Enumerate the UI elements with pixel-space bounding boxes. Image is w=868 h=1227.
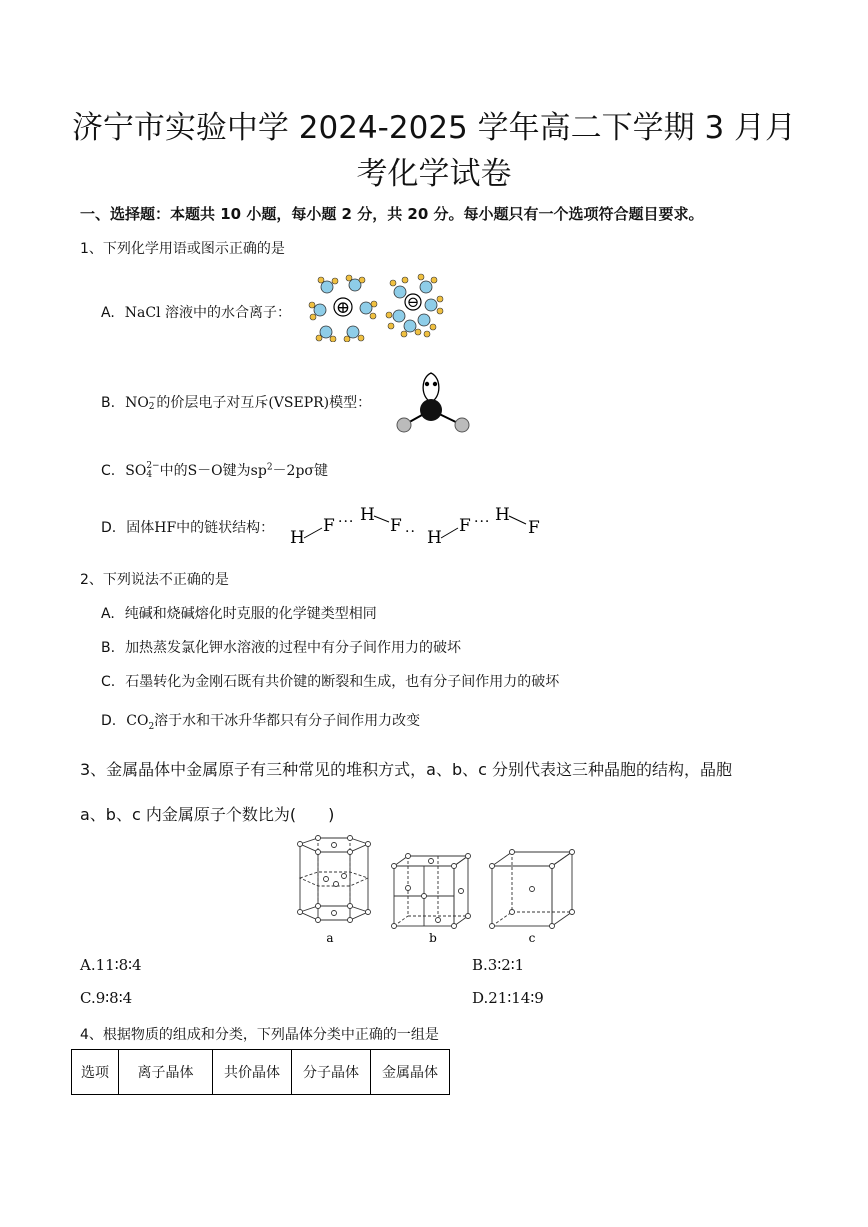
formula: SO bbox=[125, 463, 147, 479]
hydrated-cation bbox=[309, 275, 377, 342]
formula-sup: 2 bbox=[266, 462, 273, 473]
hydrated-anion bbox=[386, 274, 443, 337]
atom-h: H bbox=[360, 505, 375, 525]
cell-label-c: c bbox=[528, 931, 536, 945]
minus-sign: ⊖ bbox=[406, 293, 420, 311]
table-header-cell: 离子晶体 bbox=[119, 1050, 213, 1095]
formula: NO bbox=[125, 395, 149, 411]
hydrated-ions-diagram bbox=[300, 272, 450, 342]
question-2-stem: 2、下列说法不正确的是 bbox=[80, 572, 229, 588]
option-letter: C. bbox=[101, 674, 116, 690]
option-letter: B. bbox=[101, 640, 116, 656]
q3-option-b: B.3∶2∶1 bbox=[472, 956, 525, 974]
atom-h: H bbox=[427, 528, 442, 548]
page-title-line2: 考化学试卷 bbox=[356, 156, 512, 192]
page-title: 济宁市实验中学 2024-2025 学年高二下学期 3 月月 bbox=[71, 110, 797, 146]
table-header-cell: 分子晶体 bbox=[292, 1050, 371, 1095]
q1-option-d bbox=[101, 517, 274, 537]
formula-sub: 4 bbox=[146, 470, 153, 480]
question-3-stem-line2: a、b、c 内金属原子个数比为( ) bbox=[80, 805, 335, 824]
question-1-stem: 1、下列化学用语或图示正确的是 bbox=[80, 241, 285, 257]
atom-h: H bbox=[495, 505, 510, 525]
option-letter: A. bbox=[101, 606, 115, 622]
table-header-cell: 共价晶体 bbox=[213, 1050, 292, 1095]
atom-f: F bbox=[323, 516, 335, 536]
atom-h: H bbox=[290, 528, 305, 548]
hf-chain-diagram bbox=[288, 500, 548, 548]
formula: CO bbox=[126, 713, 149, 729]
hcp-cell-a bbox=[298, 836, 371, 923]
bcc-cell-c bbox=[490, 850, 575, 929]
question-4-stem: 4、根据物质的组成和分类，下列晶体分类中正确的一组是 bbox=[80, 1027, 439, 1043]
option-letter: A. bbox=[101, 305, 115, 321]
q3-option-a: A.11∶8∶4 bbox=[80, 956, 142, 974]
option-text: 中的S－O键为sp bbox=[159, 463, 267, 479]
q2-option-d bbox=[101, 710, 420, 732]
table-header-cell: 金属晶体 bbox=[371, 1050, 450, 1095]
formula-sub: 2 bbox=[148, 721, 155, 732]
formula-sup: − bbox=[148, 393, 157, 403]
q2-option-c bbox=[101, 671, 559, 691]
cell-label-a: a bbox=[326, 931, 334, 945]
option-letter: C. bbox=[101, 463, 116, 479]
option-text: 石墨转化为金刚石既有共价键的断裂和生成，也有分子间作用力的破坏 bbox=[125, 674, 560, 690]
option-text-end: －2pσ键 bbox=[272, 463, 328, 479]
unit-cells-figure bbox=[288, 832, 588, 950]
fcc-cell-b bbox=[392, 854, 471, 929]
option-text: 纯碱和烧碱熔化时克服的化学键类型相同 bbox=[124, 606, 377, 622]
cell-label-b: b bbox=[429, 931, 437, 945]
option-text: 加热蒸发氯化钾水溶液的过程中有分子间作用力的破坏 bbox=[125, 640, 462, 656]
option-text: NaCl 溶液中的水合离子： bbox=[124, 305, 292, 321]
q1-option-b bbox=[101, 392, 371, 412]
q2-option-a bbox=[101, 603, 377, 623]
svg-text:··: ·· bbox=[405, 524, 416, 540]
option-text: 溶于水和干冰升华都只有分子间作用力改变 bbox=[154, 713, 421, 729]
vsepr-model-diagram bbox=[392, 368, 477, 436]
table-header-cell: 选项 bbox=[72, 1050, 119, 1095]
atom-f: F bbox=[390, 516, 402, 536]
formula-sub: 2 bbox=[148, 402, 155, 412]
table-row bbox=[72, 1050, 450, 1095]
option-text: 的价层电子对互斥(VSEPR)模型： bbox=[156, 395, 372, 411]
option-letter: D. bbox=[101, 520, 117, 536]
option-text: 固体HF中的链状结构： bbox=[126, 520, 275, 536]
atom-f: F bbox=[459, 516, 471, 536]
question-3-stem-line1: 3、金属晶体中金属原子有三种常见的堆积方式，a、b、c 分别代表这三种晶胞的结构，晶胞 bbox=[80, 760, 733, 779]
q1-option-a bbox=[101, 302, 291, 322]
q2-option-b bbox=[101, 637, 461, 657]
formula-sup: 2− bbox=[146, 461, 160, 471]
q3-option-c: C.9∶8∶4 bbox=[80, 989, 133, 1007]
crystal-classification-table bbox=[71, 1049, 450, 1095]
q1-option-c bbox=[101, 460, 328, 480]
option-letter: D. bbox=[101, 713, 117, 729]
option-letter: B. bbox=[101, 395, 116, 411]
svg-text:···: ··· bbox=[338, 514, 355, 530]
section-heading: 一、选择题：本题共 10 小题，每小题 2 分，共 20 分。每小题只有一个选项符合题目要求。 bbox=[80, 205, 704, 223]
svg-text:···: ··· bbox=[474, 514, 491, 530]
q3-option-d: D.21∶14∶9 bbox=[472, 989, 544, 1007]
plus-sign: ⊕ bbox=[335, 298, 351, 318]
atom-f: F bbox=[528, 518, 540, 538]
